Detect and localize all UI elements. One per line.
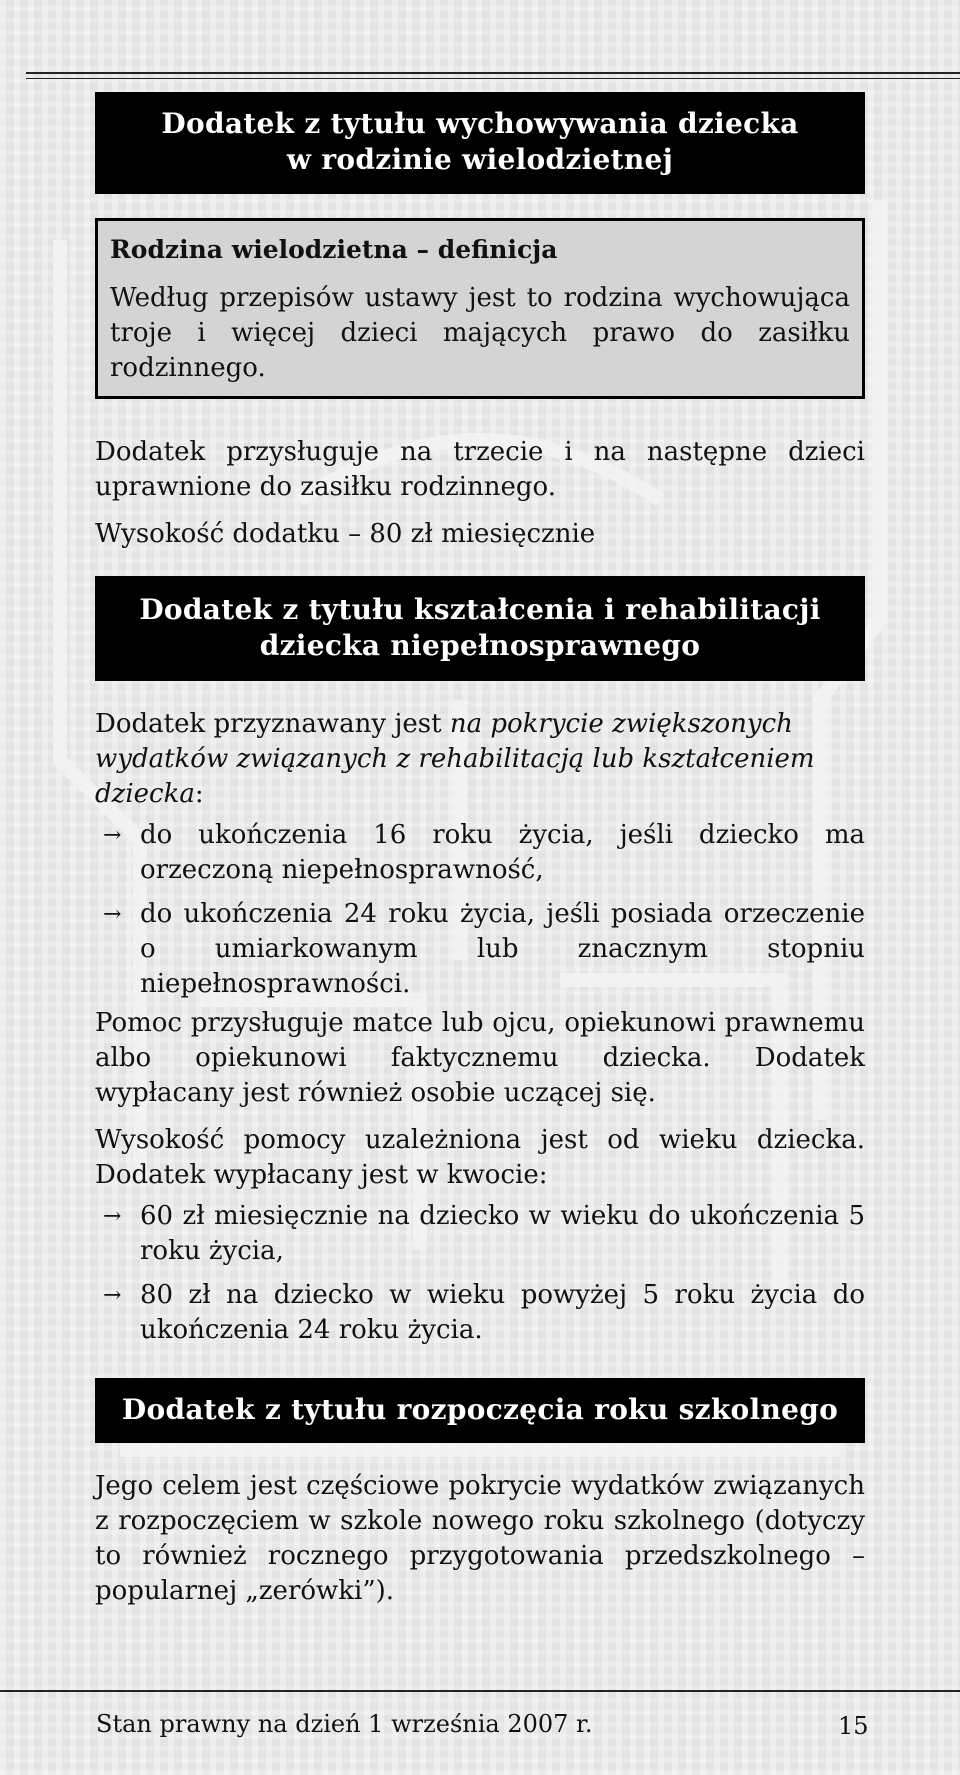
section3-text: Jego celem jest częściowe pokrycie wydatków związanych z rozpoczęciem w szkole nowego roku szkolnego (dotyczy to również rocznego przygotowania przedszkolnego – popularnej „zerówki”). xyxy=(95,1471,865,1606)
list-item xyxy=(95,818,865,888)
section2-intro xyxy=(95,707,865,812)
section3-heading xyxy=(95,1378,865,1443)
definition-text: Według przepisów ustawy jest to rodzina wychowująca troje i więcej dzieci mających prawo do zasiłku rodzinnego. xyxy=(110,283,850,383)
arrow-right-icon: → xyxy=(103,823,122,848)
eligibility-list xyxy=(95,818,865,1002)
arrow-right-icon: → xyxy=(103,1283,122,1308)
section1-heading-line1: Dodatek z tytułu wychowywania dziecka xyxy=(161,107,799,140)
amount-list xyxy=(95,1199,865,1348)
list-item-text: do ukończenia 24 roku życia, jeśli posiada orzeczenie o umiarkowanym lub znacznym stopniu niepełnosprawności. xyxy=(140,899,865,999)
section1-paragraph: Dodatek przysługuje na trzecie i na następne dzieci uprawnione do zasiłku rodzinnego. xyxy=(95,437,865,502)
section2-heading-line1: Dodatek z tytułu kształcenia i rehabilitacji xyxy=(139,593,821,626)
section1-heading xyxy=(95,92,865,194)
list-item-text: do ukończenia 16 roku życia, jeśli dziecko ma orzeczoną niepełnosprawność, xyxy=(140,820,865,885)
section2-help-paragraph: Pomoc przysługuje matce lub ojcu, opiekunowi prawnemu albo opiekunowi faktycznemu dziecka. Dodatek wypłacany jest również osobie uczącej się. xyxy=(95,1008,865,1108)
section2-heading xyxy=(95,576,865,681)
section2-heading-line2: dziecka niepełnosprawnego xyxy=(259,629,701,662)
list-item xyxy=(95,1199,865,1269)
list-item-text: 80 zł na dziecko w wieku powyżej 5 roku życia do ukończenia 24 roku życia. xyxy=(140,1280,865,1345)
list-item xyxy=(95,897,865,1002)
arrow-right-icon: → xyxy=(103,902,122,927)
top-rule-thin xyxy=(26,78,960,79)
section2-amount-paragraph: Wysokość pomocy uzależniona jest od wieku dziecka. Dodatek wypłacany jest w kwocie: xyxy=(95,1125,865,1190)
section3-heading-line: Dodatek z tytułu rozpoczęcia roku szkolnego xyxy=(121,1393,839,1426)
list-item xyxy=(95,1278,865,1348)
definition-title: Rodzina wielodzietna – definicja xyxy=(110,235,558,264)
top-rule xyxy=(26,72,960,74)
list-item-text: 60 zł miesięcznie na dziecko w wieku do ukończenia 5 roku życia, xyxy=(140,1201,865,1266)
legal-state-note: Stan prawny na dzień 1 września 2007 r. xyxy=(96,1710,593,1738)
section2-intro-plain: Dodatek przyznawany jest xyxy=(95,709,450,739)
section2-intro-italic: na pokrycie zwiększonych wydatków związanych z rehabilitacją lub kształceniem dziecka xyxy=(95,709,815,809)
section2-intro-end: : xyxy=(194,779,204,809)
arrow-right-icon: → xyxy=(103,1204,122,1229)
main-content xyxy=(95,92,865,1609)
footer-rule xyxy=(0,1690,960,1692)
section1-heading-line2: w rodzinie wielodzietnej xyxy=(286,143,674,176)
definition-box xyxy=(95,218,865,399)
section1-amount: Wysokość dodatku – 80 zł miesięcznie xyxy=(95,519,596,549)
page-number: 15 xyxy=(838,1712,869,1740)
